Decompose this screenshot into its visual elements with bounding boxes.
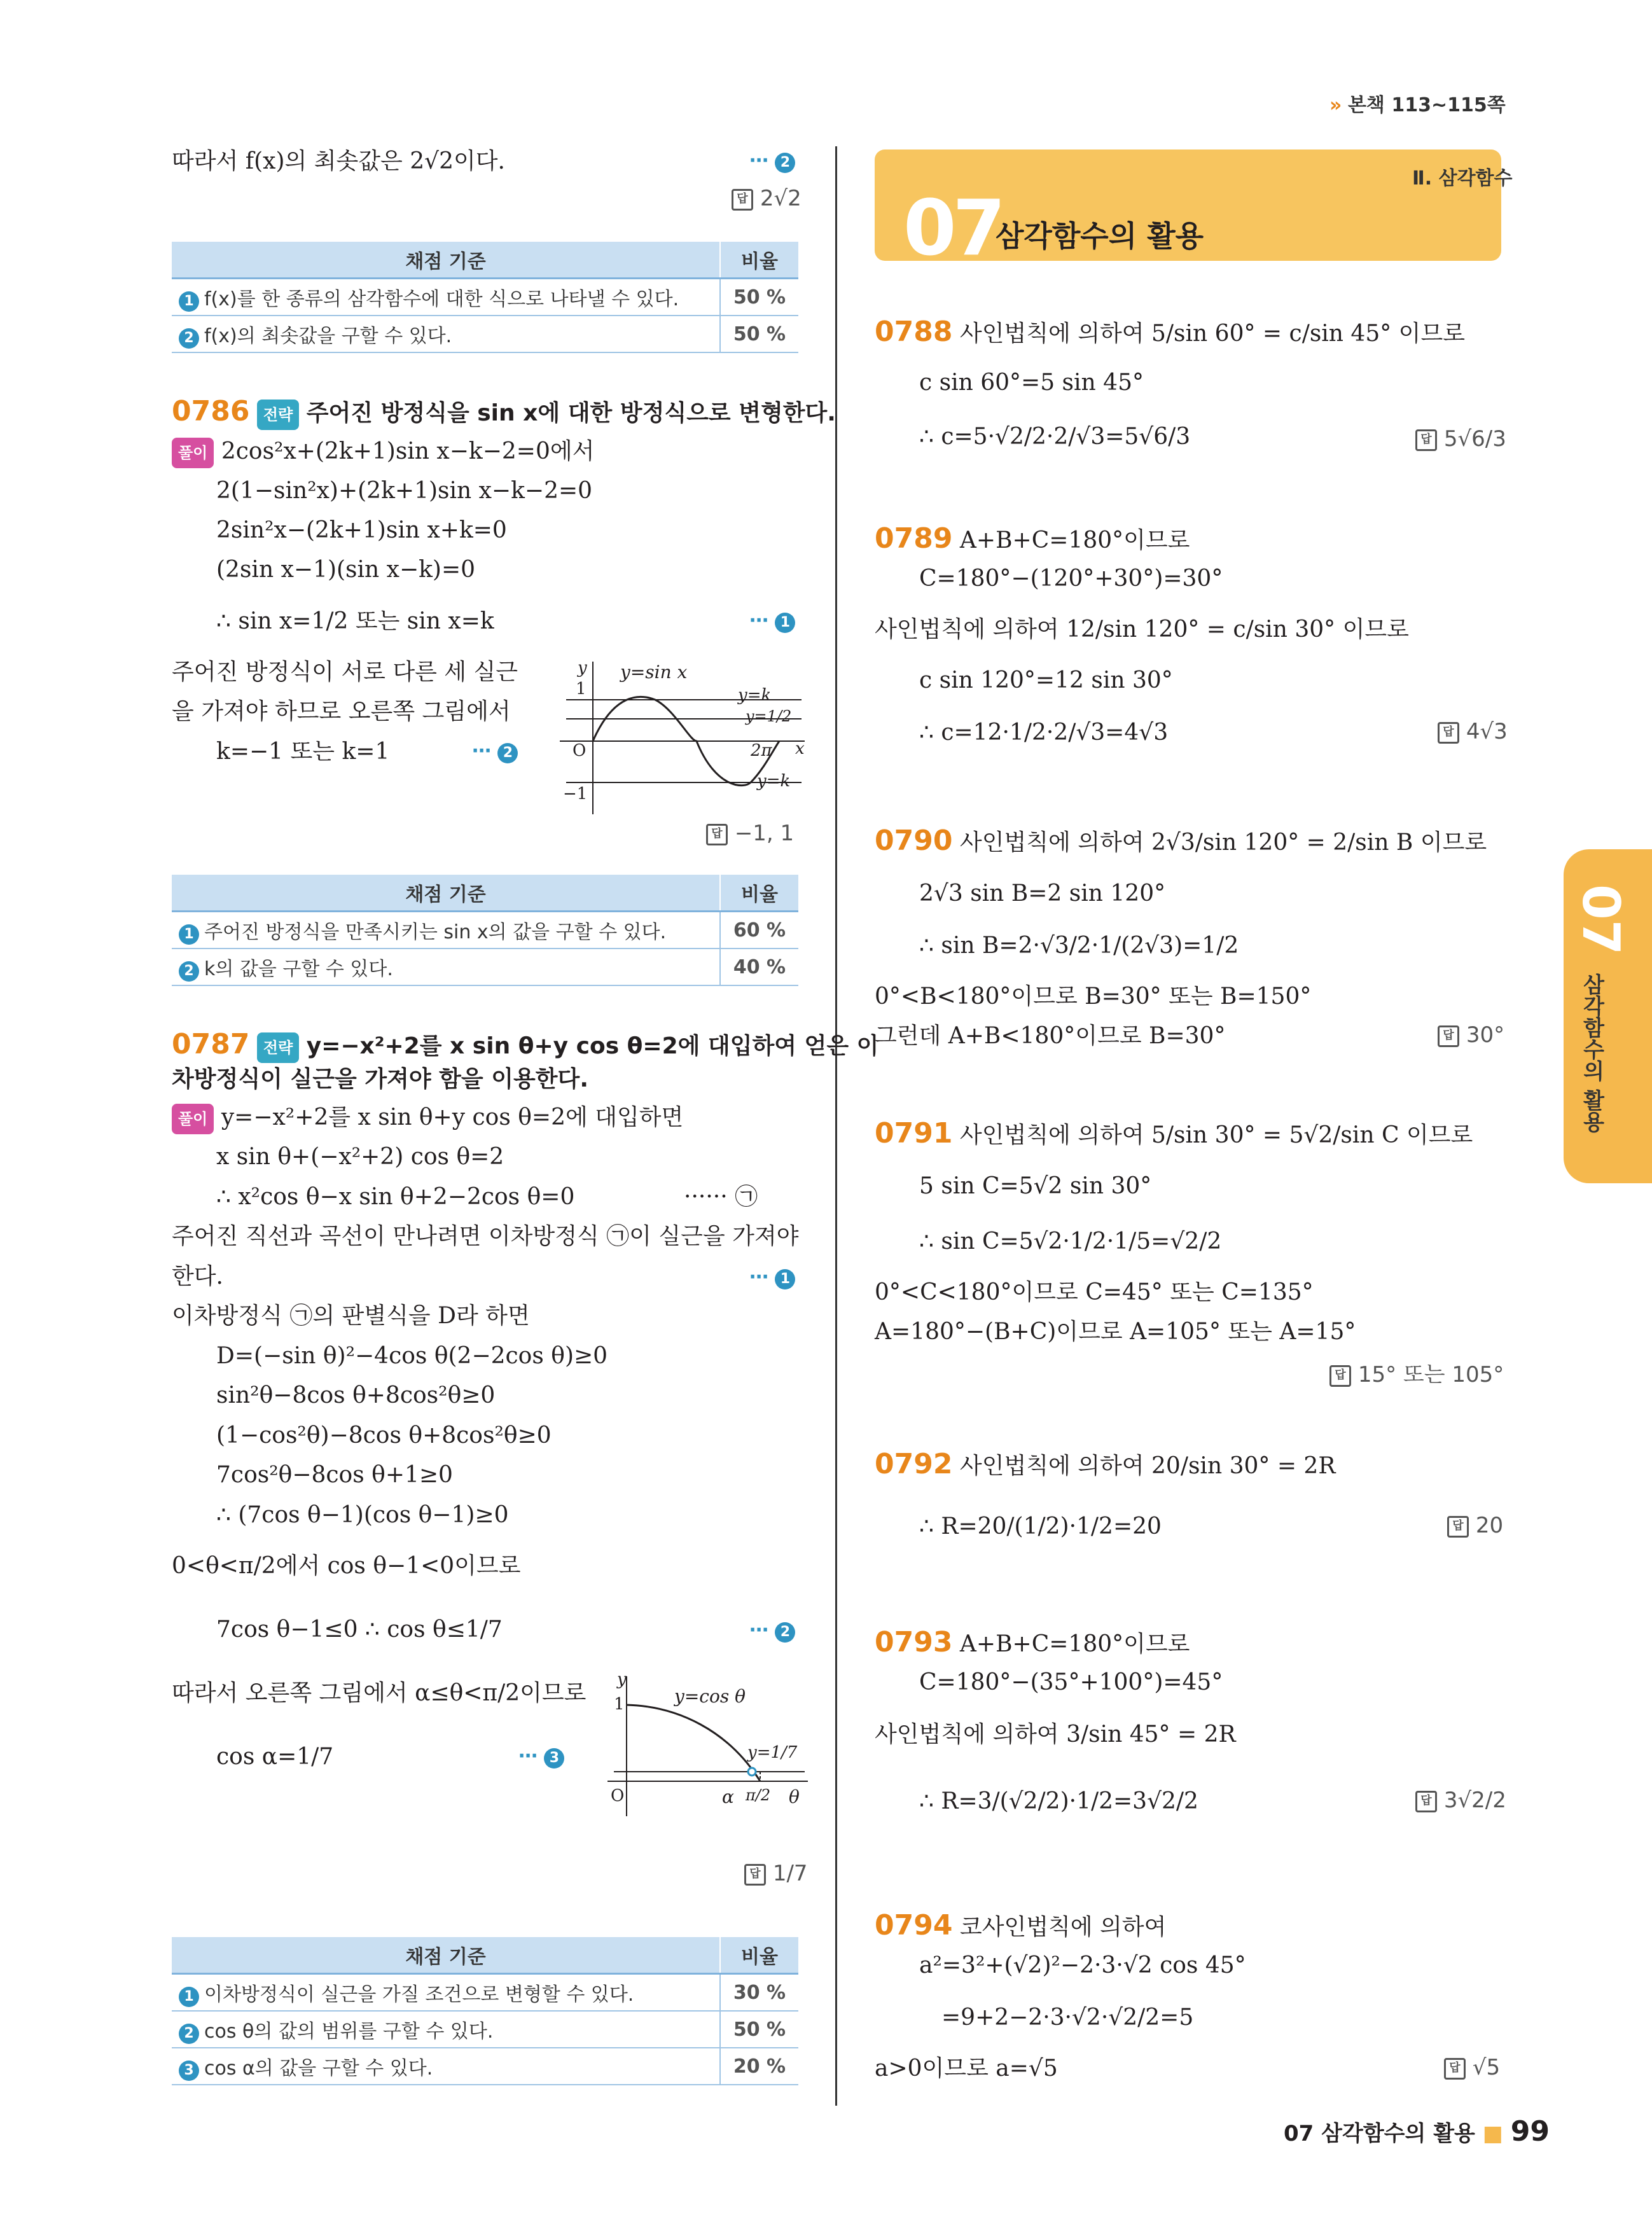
graph-label-y: y [578,658,587,678]
answer-intro: 답 2√2 [732,186,802,211]
problem-0790-line-5: 그런데 A+B<180°이므로 B=30° [875,1023,1226,1049]
problem-0786-line-5: ∴ sin x=1/2 또는 sin x=k [216,608,494,634]
graph-label-one: 1 [576,679,587,698]
problem-0790-line-3: ∴ sin B=2·√3/2·1/(2√3)=1/2 [919,933,1239,959]
answer-icon: 답 [1415,1791,1437,1812]
column-divider [835,146,837,2106]
problem-0794-line-1: 0794 코사인법칙에 의하여 [875,1909,1167,1942]
problem-0786-text-1: 주어진 방정식이 서로 다른 세 실근 [172,659,518,685]
answer-icon: 답 [1329,1365,1351,1387]
graph-label-o: O [573,741,587,760]
graph-label-yhalf: y=1/2 [746,707,792,725]
graph-label-2pi: 2π [751,741,772,760]
problem-0794-line-3: =9+2−2·3·√2·√2/2=5 [941,2005,1194,2031]
answer-icon: 답 [1444,2058,1466,2080]
graph-label-half-pi: π/2 [746,1786,771,1804]
problem-0793-line-2: C=180°−(35°+100°)=45° [919,1669,1223,1695]
answer-icon: 답 [1415,429,1437,451]
answer-icon: 답 [732,189,753,211]
step-marker-1: ⋯ 1 [749,609,795,633]
table-row: 3 cos α의 값을 구할 수 있다. 20 % [172,2048,798,2085]
step-marker-2: ⋯ 2 [749,1619,795,1643]
problem-0789-line-5: ∴ c=12·1/2·2/√3=4√3 [919,719,1169,746]
table-row: 2 f(x)의 최솟값을 구할 수 있다. 50 % [172,316,798,352]
problem-0787-line-2: x sin θ+(−x²+2) cos θ=2 [216,1144,504,1170]
intro-line: 따라서 f(x)의 최솟값은 2√2이다. [172,148,505,174]
answer-icon: 답 [1447,1516,1469,1538]
table-header-criteria: 채점 기준 [172,1937,720,1974]
graph-label-theta: θ [789,1786,800,1807]
chapter-label: Ⅱ. 삼각함수 [1412,167,1513,190]
step-marker-2: ⋯ 2 [749,149,795,173]
problem-0794-line-4: a>0이므로 a=√5 [875,2055,1058,2082]
problem-0791-line-4: 0°<C<180°이므로 C=45° 또는 C=135° [875,1279,1314,1305]
double-chevron-icon: » [1329,94,1342,116]
problem-0788-line-2: c sin 60°=5 sin 45° [919,370,1144,396]
problem-0787-line-5: 한다. [172,1263,223,1289]
answer-icon: 답 [1438,722,1459,744]
answer-0788: 답 5√6/3 [1415,426,1506,452]
problem-0787-line-7: D=(−sin θ)²−4cos θ(2−2cos θ)≥0 [216,1343,608,1369]
problem-0787-line-6: 이차방정식 ㉠의 판별식을 D라 하면 [172,1303,530,1329]
page-footer [1284,2115,1550,2148]
problem-0787-line-9: (1−cos²θ)−8cos θ+8cos²θ≥0 [216,1422,552,1449]
problem-0789-line-1: 0789 A+B+C=180°이므로 [875,522,1190,555]
grading-table-1 [172,242,798,353]
problem-0790-line-1: 0790 사인법칙에 의하여 2√3/sin 120° = 2/sin B 이므로 [875,824,1487,857]
graph-label-x: x [795,739,805,758]
table-row: 2 cos θ의 값의 범위를 구할 수 있다. 50 % [172,2011,798,2048]
step-marker-3: ⋯ 3 [518,1745,564,1769]
graph-label-y: y [617,1670,627,1689]
problem-0789-line-4: c sin 120°=12 sin 30° [919,667,1173,693]
graph-label-neg-one: −1 [563,784,588,803]
answer-0786: 답 −1, 1 [706,821,794,846]
page-number: 99 [1510,2115,1550,2148]
problem-0787-line-11: ∴ (7cos θ−1)(cos θ−1)≥0 [216,1502,509,1528]
problem-0787-line-1: 풀이 y=−x²+2를 x sin θ+y cos θ=2에 대입하면 [172,1104,683,1134]
answer-0787: 답 1/7 [744,1861,808,1886]
table-row: 1 이차방정식이 실근을 가질 조건으로 변형할 수 있다. 30 % [172,1974,798,2012]
answer-0791: 답 15° 또는 105° [1329,1357,1504,1388]
problem-0787-line-10: 7cos²θ−8cos θ+1≥0 [216,1462,453,1488]
answer-icon: 답 [1438,1025,1459,1047]
footer-square-icon: ■ [1482,2121,1503,2146]
problem-0787-line-15: cos α=1/7 [216,1744,334,1770]
problem-0791-line-2: 5 sin C=5√2 sin 30° [919,1173,1152,1199]
table-header-criteria: 채점 기준 [172,875,720,912]
problem-0792-line-2: ∴ R=20/(1/2)·1/2=20 [919,1513,1162,1539]
answer-0794: 답 √5 [1444,2055,1500,2080]
graph-label-curve: y=cos θ [674,1686,746,1707]
step-marker-1: ⋯ 1 [749,1266,795,1289]
equation-tag: ······ ㉠ [684,1184,758,1210]
table-header-rate: 비율 [720,1937,798,1974]
problem-0789-line-3: 사인법칙에 의하여 12/sin 120° = c/sin 30° 이므로 [875,616,1409,643]
graph-label-line: y=1/7 [747,1743,798,1762]
problem-0786-line-2: 2(1−sin²x)+(2k+1)sin x−k−2=0 [216,478,593,504]
problem-0787-line-4: 주어진 직선과 곡선이 만나려면 이차방정식 ㉠이 실근을 가져야 [172,1223,799,1249]
problem-0786-line-1: 풀이 2cos²x+(2k+1)sin x−k−2=0에서 [172,438,594,468]
problem-0787-strategy-2: 차방정식이 실근을 가져야 함을 이용한다. [172,1066,589,1092]
table-row: 1 주어진 방정식을 만족시키는 sin x의 값을 구할 수 있다. 60 % [172,912,798,949]
graph-label-curve: y=sin x [620,662,688,683]
footer-section: 07 삼각함수의 활용 [1284,2121,1475,2146]
section-number: 07 [903,184,1002,273]
book-reference: » 본책 113~115쪽 [1329,94,1506,116]
graph-label-yk-bottom: y=k [757,772,791,791]
problem-0790-line-2: 2√3 sin B=2 sin 120° [919,880,1166,907]
section-title: 삼각함수의 활용 [996,219,1204,253]
answer-0790: 답 30° [1438,1022,1504,1048]
problem-0787-line-14: 따라서 오른쪽 그림에서 α≤θ<π/2이므로 [172,1680,587,1706]
problem-0794-line-2: a²=3²+(√2)²−2·3·√2 cos 45° [919,1952,1246,1978]
problem-0788-line-1: 0788 사인법칙에 의하여 5/sin 60° = c/sin 45° 이므로 [875,316,1466,348]
table-header-rate: 비율 [720,242,798,279]
problem-0789-line-2: C=180°−(120°+30°)=30° [919,566,1223,592]
problem-0793-line-1: 0793 A+B+C=180°이므로 [875,1626,1190,1658]
table-header-rate: 비율 [720,875,798,912]
answer-0789: 답 4√3 [1438,719,1508,744]
problem-0787-line-12: 0<θ<π/2에서 cos θ−1<0이므로 [172,1553,521,1579]
problem-0787-header: 0787 전략 y=−x²+2를 x sin θ+y cos θ=2에 대입하여 얻은 이 [172,1031,878,1063]
side-tab-title: 삼각함수의 활용 [1579,973,1604,1132]
problem-0791-line-5: A=180°−(B+C)이므로 A=105° 또는 A=15° [875,1319,1356,1345]
problem-0792-line-1: 0792 사인법칙에 의하여 20/sin 30° = 2R [875,1448,1336,1480]
graph-label-alpha: α [722,1786,734,1807]
answer-icon: 답 [744,1864,766,1886]
table-row: 2 k의 값을 구할 수 있다. 40 % [172,949,798,985]
answer-0792: 답 20 [1447,1513,1503,1538]
problem-0786-header: 0786 전략 주어진 방정식을 sin x에 대한 방정식으로 변형한다. [172,398,836,430]
problem-0787-line-3: ∴ x²cos θ−x sin θ+2−2cos θ=0 [216,1184,575,1210]
step-marker-2: ⋯ 2 [472,740,518,763]
grading-table-3 [172,1937,798,2085]
problem-0793-line-4: ∴ R=3/(√2/2)·1/2=3√2/2 [919,1788,1198,1814]
problem-0786-line-4: (2sin x−1)(sin x−k)=0 [216,557,476,583]
answer-0793: 답 3√2/2 [1415,1788,1506,1813]
problem-0793-line-3: 사인법칙에 의하여 3/sin 45° = 2R [875,1721,1236,1748]
table-header-criteria: 채점 기준 [172,242,720,279]
graph-label-one: 1 [614,1695,625,1714]
problem-0786-line-3: 2sin²x−(2k+1)sin x+k=0 [216,517,507,543]
problem-0786-text-3: k=−1 또는 k=1 [216,739,390,765]
grading-table-2 [172,875,798,986]
problem-0790-line-4: 0°<B<180°이므로 B=30° 또는 B=150° [875,983,1312,1010]
problem-0787-line-8: sin²θ−8cos θ+8cos²θ≥0 [216,1382,496,1408]
problem-0786-text-2: 을 가져야 하므로 오른쪽 그림에서 [172,698,511,725]
graph-label-o: O [611,1786,625,1805]
answer-icon: 답 [706,824,728,845]
problem-0787-line-13: 7cos θ−1≤0 ∴ cos θ≤1/7 [216,1616,503,1643]
table-row: 1 f(x)를 한 종류의 삼각함수에 대한 식으로 나타낼 수 있다. 50 % [172,279,798,316]
problem-0788-line-3: ∴ c=5·√2/2·2/√3=5√6/3 [919,424,1191,450]
problem-0791-line-3: ∴ sin C=5√2·1/2·1/5=√2/2 [919,1228,1222,1255]
graph-label-yk-top: y=k [738,686,772,705]
cosine-curve [627,1705,760,1781]
problem-0791-line-1: 0791 사인법칙에 의하여 5/sin 30° = 5√2/sin C 이므로 [875,1117,1473,1150]
side-tab-number: 07 [1571,884,1630,956]
